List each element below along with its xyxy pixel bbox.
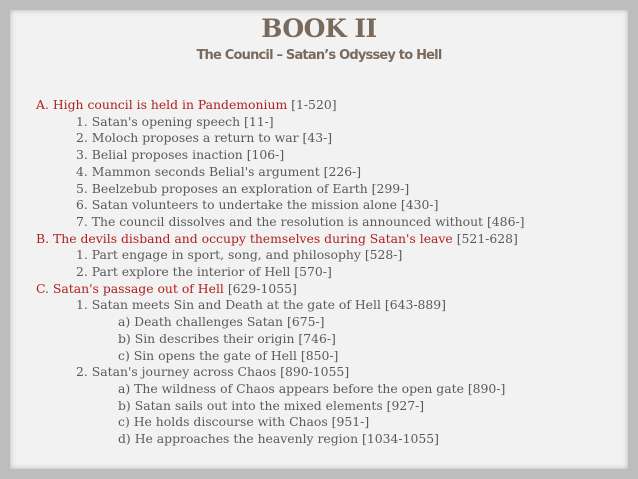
outline-item (36, 114, 626, 131)
outline-item (36, 314, 626, 331)
outline-item-text: b) Satan sails out into the mixed elements [927-] (118, 397, 425, 413)
outline-item-text: a) Death challenges Satan [675-] (118, 314, 325, 330)
outline-item-text: 1. Satan's opening speech [11-] (76, 113, 274, 129)
outline-item (36, 197, 626, 214)
outline-item (36, 331, 626, 348)
section-heading-text: B. The devils disband and occupy themselves during Satan's leave (36, 230, 453, 246)
outline-item-text: a) The wildness of Chaos appears before the open gate [890-] (118, 380, 506, 396)
line-reference: [521-628] (456, 230, 518, 246)
outline-item (36, 381, 626, 398)
outline-item (36, 264, 626, 281)
outline-item (36, 181, 626, 198)
outline-item (36, 398, 626, 415)
slide-title: BOOK II (261, 14, 377, 43)
section-heading-text: A. High council is held in Pandemonium (36, 97, 288, 112)
outline-section-heading (36, 97, 626, 114)
slide (10, 10, 628, 469)
outline-item (36, 431, 626, 448)
outline-item-text: c) Sin opens the gate of Hell [850-] (118, 347, 339, 363)
outline-item-text: 6. Satan volunteers to undertake the mission alone [430-] (76, 197, 439, 213)
outline-item-text: 2. Part explore the interior of Hell [570-] (76, 264, 332, 280)
outline-section-heading (36, 281, 626, 298)
outline-item (36, 297, 626, 314)
outline-list (36, 97, 626, 448)
outline-section-heading (36, 231, 626, 248)
section-heading-text: C. Satan's passage out of Hell (36, 280, 224, 296)
outline-item (36, 164, 626, 181)
outline-item-text: c) He holds discourse with Chaos [951-] (118, 414, 370, 430)
line-reference: [1-520] (291, 97, 337, 112)
outline-item-text: d) He approaches the heavenly region [1034-1055] (118, 431, 439, 447)
outline-item (36, 414, 626, 431)
outline-item-text: 2. Satan's journey across Chaos [890-1055] (76, 364, 350, 380)
outline-item-text: 1. Satan meets Sin and Death at the gate of Hell [643-889] (76, 297, 447, 313)
line-reference: [629-1055] (227, 280, 297, 296)
outline-item-text: b) Sin describes their origin [746-] (118, 330, 336, 346)
outline-item (36, 130, 626, 147)
outline-item-text: 7. The council dissolves and the resolution is announced without [486-] (76, 213, 525, 229)
outline-item (36, 247, 626, 264)
outline-item-text: 5. Beelzebub proposes an exploration of Earth [299-] (76, 180, 410, 196)
slide-subtitle: The Council – Satan’s Odyssey to Hell (196, 48, 442, 63)
outline-item-text: 1. Part engage in sport, song, and philosophy [528-] (76, 247, 403, 263)
outline-item (36, 348, 626, 365)
outline-item (36, 364, 626, 381)
outline-item-text: 4. Mammon seconds Belial's argument [226-] (76, 163, 362, 179)
outline-item (36, 214, 626, 231)
outline-item (36, 147, 626, 164)
outline-item-text: 3. Belial proposes inaction [106-] (76, 147, 285, 163)
outline-item-text: 2. Moloch proposes a return to war [43-] (76, 130, 333, 146)
